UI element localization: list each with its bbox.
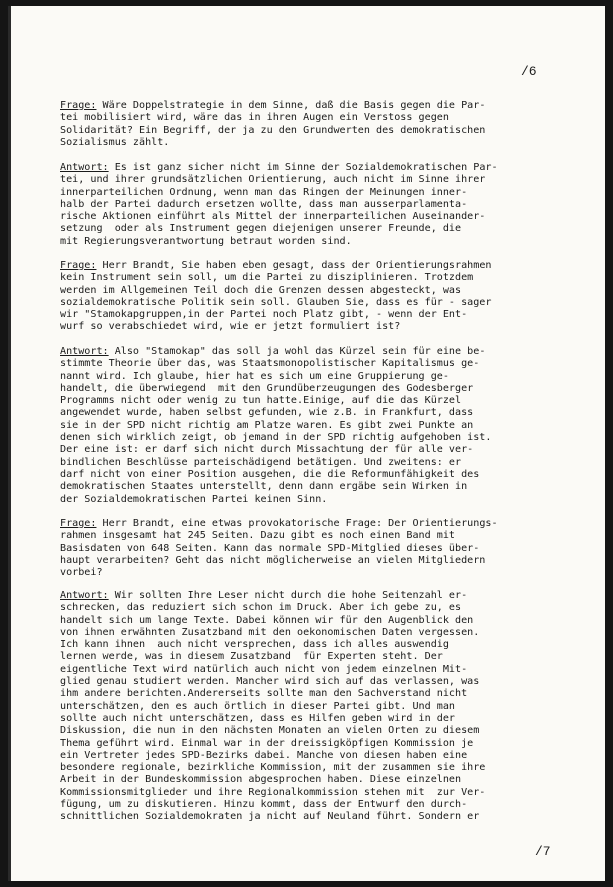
document-page <box>8 6 605 881</box>
page-edge-shadow <box>8 6 11 881</box>
text-line: sollte auch nicht unterschätzen, dass es Hilfen geben wird in der <box>60 712 456 724</box>
text-line: fügung, um zu diskutieren. Hinzu kommt, dass der Entwurf den durch- <box>60 799 468 811</box>
question-label: Frage: <box>60 518 97 529</box>
text-line: schnittlichen Sozialdemokraten ja nicht auf Neuland führt. Sondern er <box>60 811 480 823</box>
text-line: glied genau studiert werden. Mancher wird sich auf das verlassen, was <box>60 676 480 688</box>
text-line: sozialdemokratische Politik sein soll. Glauben Sie, dass es für - sager <box>60 296 492 308</box>
text-line: eigentliche Text wird natürlich auch nicht von jedem einzelnen Mit- <box>60 663 468 675</box>
text-line: wir "Stamokapgruppen,in der Partei noch Platz gibt, - wenn der Ent- <box>60 309 468 321</box>
text-line: wurf so verabschiedet wird, wie er jetzt formuliert ist? <box>60 321 401 333</box>
answer-3 <box>60 590 595 824</box>
text-line: Frage: Herr Brandt, eine etwas provokatorische Frage: Der Orientierungs- <box>60 518 498 529</box>
question-label: Frage: <box>60 260 97 271</box>
text-line: werden im Allgemeinen Teil doch die Grenzen dessen abgesteckt, was <box>60 284 462 296</box>
text-line: kein Instrument sein soll, um die Partei zu disziplinieren. Trotzdem <box>60 272 474 284</box>
text-line: rische Aktionen einführt als Mittel der innerparteilichen Auseinander- <box>60 211 486 223</box>
text-line: Thema geführt wird. Einmal war in der dreissigköpfigen Kommission je <box>60 737 474 749</box>
text-line: tei, und ihrer grundsätzlichen Orientierung, auch nicht im Sinne ihrer <box>60 174 486 186</box>
text-line: rahmen insgesamt hat 245 Seiten. Dazu gibt es noch einen Band mit <box>60 530 456 542</box>
text-line: Basisdaten von 648 Seiten. Kann das normale SPD-Mitglied dieses über- <box>60 542 480 554</box>
text-line: vorbei? <box>60 567 103 579</box>
text-line: setzung oder als Instrument gegen diejenigen unserer Freunde, die <box>60 223 462 235</box>
question-2 <box>60 260 595 334</box>
text-line: Antwort: Wir sollten Ihre Leser nicht durch die hohe Seitenzahl er- <box>60 590 468 601</box>
text-line: halb der Partei dadurch ersetzen wollte, dass man ausserparlamenta- <box>60 198 468 210</box>
text-line: Der eine ist: er darf sich nicht durch Missachtung der für alle ver- <box>60 444 474 456</box>
text-line: schrecken, das reduziert sich schon im Druck. Aber ich gebe zu, es <box>60 602 462 614</box>
text-line: haupt verarbeiten? Geht das nicht möglicherweise an vielen Mitgliedern <box>60 554 486 566</box>
text-line: ein Vertreter jedes SPD-Bezirks dabei. Manche von diesen haben eine <box>60 749 468 761</box>
text-line: unterschätzen, den es auch örtlich in dieser Partei gibt. Und man <box>60 700 456 712</box>
text-line: innerparteilichen Ordnung, wenn man das Ringen der Meinungen inner- <box>60 186 468 198</box>
text-line: sie in der SPD nicht richtig am Platze waren. Es gibt zwei Punkte an <box>60 419 474 431</box>
text-line: Ich kann ihnen auch nicht versprechen, dass ich alles auswendig <box>60 639 449 651</box>
question-3 <box>60 518 595 579</box>
text-line: besondere regionale, bezirkliche Kommission, mit der zusammen sie ihre <box>60 762 486 774</box>
answer-1 <box>60 162 595 248</box>
text-line: Frage: Herr Brandt, Sie haben eben gesagt, dass der Orientierungsrahmen <box>60 260 492 271</box>
text-line: Sozialismus zählt. <box>60 136 170 148</box>
question-1 <box>60 100 595 149</box>
text-line: Frage: Wäre Doppelstrategie in dem Sinne, daß die Basis gegen die Par- <box>60 100 486 111</box>
text-line: denen sich wirklich zeigt, ob jemand in der SPD richtig aufgehoben ist. <box>60 432 492 444</box>
text-line: handelt sich um lange Texte. Dabei können wir für den Augenblick den <box>60 614 474 626</box>
text-line: darf nicht von einer Position ausgehen, die die Reformunfähigkeit des <box>60 468 480 480</box>
text-line: stimmte Theorie über das, was Staatsmonopolistischer Kapitalismus ge- <box>60 358 480 370</box>
text-line: mit Regierungsverantwortung betraut worden sind. <box>60 235 352 247</box>
text-line: ihm andere berichten.Andererseits sollte man den Sachverstand nicht <box>60 688 468 700</box>
text-line: tei mobilisiert wird, wäre das in ihren Augen ein Verstoss gegen <box>60 112 449 124</box>
text-line: lernen werde, was in diesem Zusatzband für Experten steht. Der <box>60 651 443 663</box>
page-number-bottom: /7 <box>535 844 551 859</box>
text-line: bindlichen Beschlüsse parteischädigend betätigen. Und zweitens: er <box>60 456 462 468</box>
text-line: Antwort: Also "Stamokap" das soll ja wohl das Kürzel sein für eine be- <box>60 346 486 357</box>
answer-label: Antwort: <box>60 162 109 173</box>
text-line: angewendet wurde, haben selbst gefunden, wie z.B. in Frankfurt, dass <box>60 407 474 419</box>
text-line: Arbeit in der Bundeskommission abgesprochen haben. Diese einzelnen <box>60 774 462 786</box>
text-line: Antwort: Es ist ganz sicher nicht im Sinne der Sozialdemokratischen Par- <box>60 162 498 173</box>
text-line: Programms nicht oder wenig zu tun hatte.Einige, auf die das Kürzel <box>60 395 462 407</box>
text-line: Diskussion, die nun in den nächsten Monaten an vielen Orten zu diesem <box>60 725 480 737</box>
text-line: Kommissionsmitglieder und ihre Regionalkommission stehen mit zur Ver- <box>60 786 486 798</box>
answer-2 <box>60 346 595 506</box>
text-line: der Sozialdemokratischen Partei keinen Sinn. <box>60 493 328 505</box>
text-line: Solidarität? Ein Begriff, der ja zu den Grundwerten des demokratischen <box>60 124 486 136</box>
question-label: Frage: <box>60 100 97 111</box>
text-line: handelt, die überwiegend mit den Grundüberzeugungen des Godesberger <box>60 382 474 394</box>
answer-label: Antwort: <box>60 590 109 601</box>
text-line: nannt wird. Ich glaube, hier hat es sich um eine Gruppierung ge- <box>60 370 449 382</box>
text-line: demokratischen Staates unterstellt, denn dann ergäbe sein Wirken in <box>60 481 468 493</box>
text-line: von ihnen erwähnten Zusatzband mit den oekonomischen Daten vergessen. <box>60 626 480 638</box>
page-number-top: /6 <box>521 64 537 79</box>
answer-label: Antwort: <box>60 346 109 357</box>
